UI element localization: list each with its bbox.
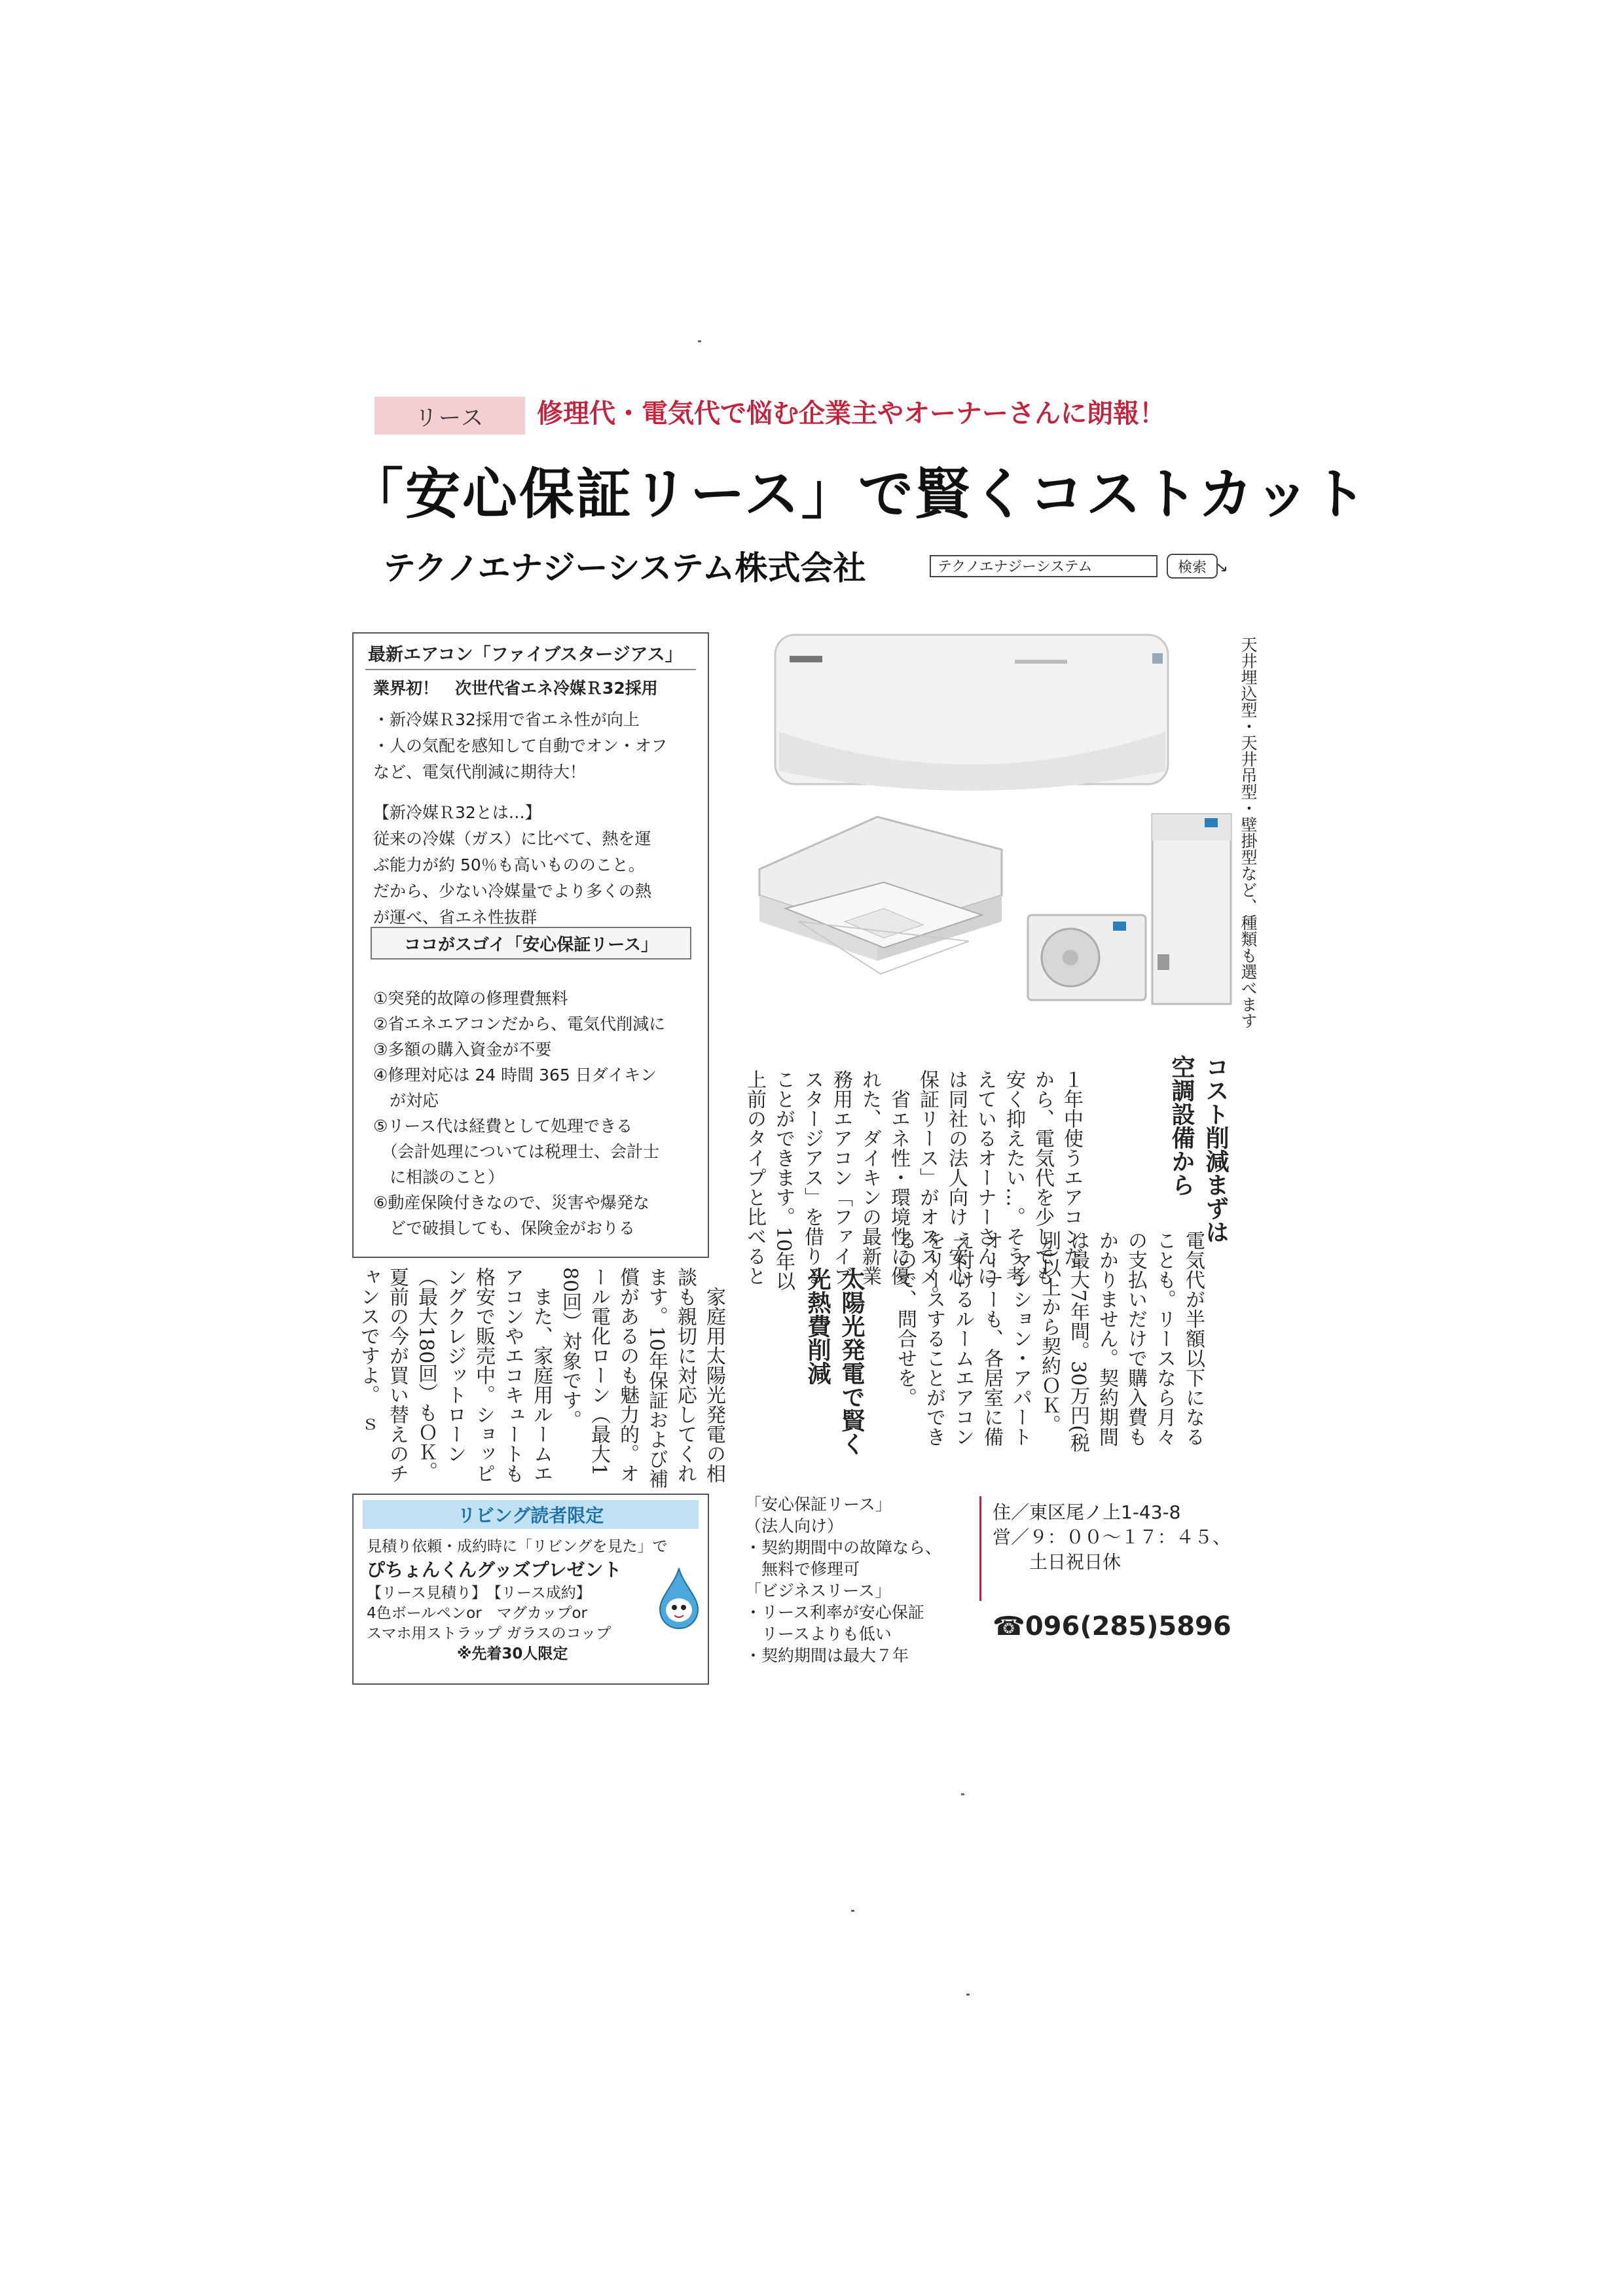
spec-subtitle: 業界初！ 次世代省エネ冷媒Ｒ32採用	[373, 679, 658, 698]
body-line: 格安で販売中。ショッピ	[472, 1267, 495, 1483]
benefit-item: に相談のこと）	[373, 1168, 505, 1187]
body-line: 務用エアコン「ファイブ	[830, 1069, 852, 1285]
headline: 「安心保証リース」で賢くコストカット	[348, 461, 1369, 526]
body-line: 省エネ性・環境性に優	[887, 1069, 910, 1285]
offer-line: 見積り依頼・成約時に「リビングを見た」で	[367, 1538, 668, 1555]
benefit-item: ⑥動産保険付きなので、災害や爆発な	[373, 1193, 649, 1212]
reader-offer-title: リビング読者限定	[363, 1500, 699, 1529]
spec-box	[352, 632, 709, 1258]
body-line: ール電化ローン（最大1	[587, 1267, 610, 1477]
body-line: スタージアス」を借りる	[801, 1069, 824, 1285]
mascot-icon	[656, 1567, 702, 1630]
article-body	[890, 1230, 1207, 1479]
body-line: れた、ダイキンの最新業	[858, 1069, 881, 1285]
offer-line: 【リース見積り】 【リース成約】	[367, 1585, 591, 1602]
cursor-icon	[1216, 562, 1232, 577]
body-line: ャンスですよ。 ｓ	[357, 1267, 380, 1434]
offer-line: 4色ボールペンor マグカップor	[367, 1605, 587, 1622]
contact-info	[993, 1500, 1231, 1575]
phone-number: ☎096(285)5896	[993, 1611, 1231, 1641]
r32-text: ぶ能力が約 50％も高いもののこと。	[373, 855, 645, 874]
note-line: 無料で修理可	[745, 1560, 860, 1579]
scan-speck	[961, 1793, 964, 1795]
article-body	[354, 1267, 728, 1490]
note-line: ・契約期間中の故障なら、	[745, 1538, 942, 1557]
body-line: 上前のタイプと比べると	[743, 1069, 766, 1285]
body-line: えているオーナーさんに	[974, 1069, 996, 1285]
note-line: リースよりも低い	[745, 1624, 892, 1643]
r32-text: だから、少ない冷媒量でより多くの熱	[373, 882, 652, 901]
benefits-list	[373, 986, 665, 1241]
r32-text: が運べ、省エネ性抜群	[373, 908, 538, 927]
scan-speck	[698, 340, 701, 342]
body-line: え付けるルームエアコン	[951, 1230, 974, 1446]
r32-text: 従来の冷媒（ガス）に比べて、熱を運	[373, 829, 651, 848]
body-line: をリースすることができ	[922, 1230, 945, 1446]
body-line: マンション・アパート	[1009, 1230, 1032, 1446]
body-line: また、家庭用ルームエ	[530, 1267, 553, 1483]
body-line: 別)以上から契約ＯＫ。	[1038, 1230, 1061, 1435]
divider	[365, 669, 696, 670]
benefits-header: ココがスゴイ「安心保証リース」	[371, 927, 691, 960]
feature-item: ・人の気配を感知して自動でオン・オフ	[373, 736, 668, 755]
floor-standing-unit-icon	[1152, 814, 1231, 1004]
body-line: １年中使うエアコンだ	[1060, 1069, 1083, 1266]
body-line: 談も親切に対応してくれ	[674, 1267, 697, 1483]
r32-explanation	[373, 800, 651, 931]
note-line: （法人向け）	[745, 1516, 844, 1535]
benefit-item: ②省エネエアコンだから、電気代削減に	[373, 1014, 666, 1033]
scan-speck	[851, 1910, 854, 1912]
benefit-item: ⑤リース代は経費として処理できる	[373, 1117, 633, 1136]
feature-list	[373, 707, 667, 785]
category-tag: リース	[374, 397, 525, 435]
air-conditioner-photo	[746, 634, 1233, 1008]
search-button: 検索	[1167, 554, 1218, 579]
body-line: ことも。リースなら月々	[1153, 1230, 1176, 1446]
heading-line: 空調設備から	[1168, 1055, 1195, 1196]
body-line: の支払いだけで購入費も	[1124, 1230, 1147, 1446]
image-caption: 天井埋込型・天井吊型・壁掛型など、種類も選べます	[1239, 636, 1258, 1029]
scan-speck	[966, 1994, 970, 1996]
offer-line: スマホ用ストラップ ガラスのコップ	[367, 1625, 611, 1642]
closed-days: 土日祝日休	[993, 1551, 1122, 1573]
address: 住／東区尾ノ上1-43-8	[993, 1501, 1181, 1523]
body-line: は同社の法人向け「安心	[945, 1069, 968, 1285]
heading-line: 太陽光発電で賢く	[838, 1267, 865, 1456]
offer-line: ぴちょんくんグッズプレゼント	[367, 1559, 622, 1581]
benefit-item: が対応	[373, 1091, 439, 1110]
body-line: （最大180回）もＯＫ。	[414, 1267, 437, 1482]
wall-mounted-unit-icon	[775, 635, 1168, 791]
outdoor-unit-icon	[1028, 915, 1146, 1000]
body-line: オーナーも、各居室に備	[980, 1230, 1003, 1446]
feature-item: など、電気代削減に期待大！	[373, 762, 587, 781]
section-heading	[800, 1267, 868, 1463]
search-input: テクノエナジーシステム	[930, 555, 1158, 577]
contact-divider	[979, 1496, 981, 1601]
offer-line: ※先着30人限定	[367, 1645, 568, 1662]
body-line: ングクレジットローン	[443, 1267, 466, 1463]
body-line: 償があるのも魅力的。オ	[616, 1267, 639, 1483]
body-line: 家庭用太陽光発電の相	[702, 1267, 725, 1483]
body-line: るので、問合せを。	[894, 1230, 917, 1407]
body-line: は最大7年間。30万円(税	[1067, 1230, 1089, 1452]
body-line: 安く抑えたい…。そう考	[1002, 1069, 1025, 1285]
body-line: 80回）対象です。	[558, 1267, 581, 1430]
spec-title: 最新エアコン「ファイブスタージアス」	[368, 645, 683, 665]
note-line: ・契約期間は最大７年	[745, 1646, 909, 1665]
reader-offer-text	[367, 1537, 668, 1664]
benefit-item: どで破損しても、保険金がおりる	[373, 1219, 636, 1238]
company-name: テクノエナジーシステム株式会社	[383, 549, 866, 587]
business-hours: 営／９：００～１７：４５、	[993, 1526, 1231, 1548]
body-line: アコンやエコキュートも	[501, 1267, 524, 1483]
note-line: 「安心保証リース」	[745, 1495, 892, 1514]
note-line: 「ビジネスリース」	[745, 1581, 892, 1600]
benefit-item: （会計処理については税理士、会計士	[373, 1142, 660, 1161]
ceiling-cassette-unit-icon	[759, 817, 1002, 974]
heading-line: 光熱費削減	[804, 1267, 831, 1385]
body-line: 夏前の今が買い替えのチ	[386, 1267, 409, 1483]
body-line: ます。10年保証および補	[645, 1267, 668, 1489]
heading-line: コスト削減まずは	[1202, 1055, 1229, 1244]
body-line: 保証リース」がオススメ。	[916, 1069, 939, 1305]
body-line: 電気代が半額以下になる	[1182, 1230, 1205, 1446]
note-line: ・リース利率が安心保証	[745, 1603, 924, 1622]
lease-notes	[745, 1494, 941, 1666]
body-line: から、電気代を少しでも	[1031, 1069, 1054, 1285]
reader-offer-box	[352, 1494, 709, 1685]
feature-item: ・新冷媒Ｒ32採用で省エネ性が向上	[373, 710, 640, 729]
benefit-item: ③多額の購入資金が不要	[373, 1040, 552, 1059]
body-line: ことができます。10年以	[772, 1069, 795, 1291]
lead-text: 修理代・電気代で悩む企業主やオーナーさんに朗報！	[537, 399, 1165, 429]
r32-heading: 【新冷媒Ｒ32とは…】	[373, 803, 541, 822]
body-line: かかりません。契約期間	[1095, 1230, 1118, 1446]
benefit-item: ④修理対応は 24 時間 365 日ダイキン	[373, 1066, 657, 1085]
benefit-item: ①突発的故障の修理費無料	[373, 989, 568, 1008]
